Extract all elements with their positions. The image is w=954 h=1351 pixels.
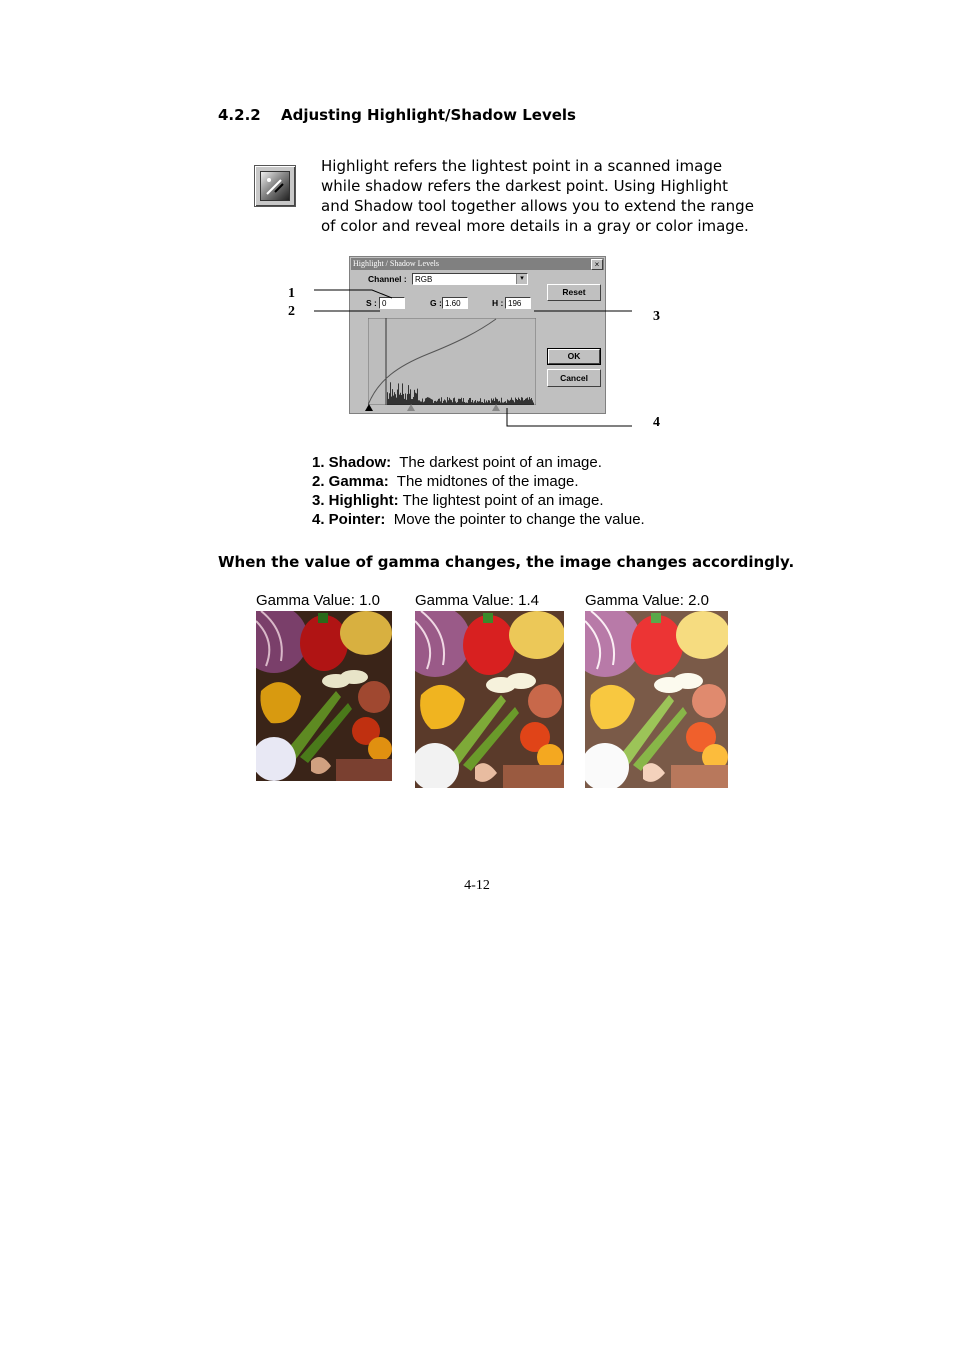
callout-4: 4 — [653, 415, 660, 430]
callout-2: 2 — [288, 304, 295, 319]
highlight-shadow-eyedropper-icon — [254, 165, 296, 207]
intro-line: while shadow refers the darkest point. Using Highlight — [321, 177, 729, 195]
close-icon[interactable]: × — [591, 259, 603, 270]
list-item — [312, 491, 645, 510]
section-number: 4.2.2 — [218, 106, 261, 124]
shadow-input[interactable]: 0 — [379, 297, 405, 309]
vegetable-photo-gamma-1-4 — [415, 611, 564, 788]
callout-lines — [300, 280, 640, 430]
list-item — [312, 472, 645, 491]
intro-paragraph — [321, 156, 754, 236]
term-desc: The lightest point of an image. — [402, 492, 604, 509]
channel-value: RGB — [415, 275, 433, 284]
gamma-input[interactable]: 1.60 — [442, 297, 468, 309]
list-item — [312, 510, 645, 529]
gamma-caption-3: Gamma Value: 2.0 — [585, 592, 709, 609]
highlight-label: H : — [492, 298, 504, 308]
gamma-caption-1: Gamma Value: 1.0 — [256, 592, 380, 609]
section-title: Adjusting Highlight/Shadow Levels — [281, 106, 576, 124]
term-label: 3. Highlight: — [312, 492, 399, 509]
gamma-caption-2: Gamma Value: 1.4 — [415, 592, 539, 609]
terms-list — [312, 453, 645, 529]
vegetable-photo-gamma-1-0 — [256, 611, 392, 781]
intro-line: Highlight refers the lightest point in a scanned image — [321, 157, 723, 175]
section-heading — [218, 106, 576, 124]
shadow-label: S : — [366, 298, 377, 308]
callout-1: 1 — [288, 286, 295, 301]
dialog-title: Highlight / Shadow Levels — [351, 258, 604, 270]
page-number: 4-12 — [464, 878, 490, 893]
intro-line: and Shadow tool together allows you to extend the range — [321, 197, 754, 215]
vegetable-photo-gamma-2-0 — [585, 611, 728, 788]
term-desc: Move the pointer to change the value. — [393, 511, 645, 528]
callout-3: 3 — [653, 309, 660, 324]
channel-label: Channel : — [368, 274, 407, 284]
gamma-label: G : — [430, 298, 442, 308]
intro-line: of color and reveal more details in a gray or color image. — [321, 217, 749, 235]
term-label: 1. Shadow: — [312, 454, 392, 471]
ok-button[interactable]: OK — [548, 349, 600, 364]
gamma-note: When the value of gamma changes, the image changes accordingly. — [218, 553, 795, 571]
list-item — [312, 453, 645, 472]
term-desc: The darkest point of an image. — [399, 454, 602, 471]
cancel-button[interactable]: Cancel — [547, 369, 601, 387]
term-label: 2. Gamma: — [312, 473, 389, 490]
chevron-down-icon[interactable]: ▾ — [516, 274, 527, 284]
highlight-input[interactable]: 196 — [505, 297, 531, 309]
term-desc: The midtones of the image. — [396, 473, 579, 490]
reset-button[interactable]: Reset — [547, 284, 601, 301]
term-label: 4. Pointer: — [312, 511, 386, 528]
